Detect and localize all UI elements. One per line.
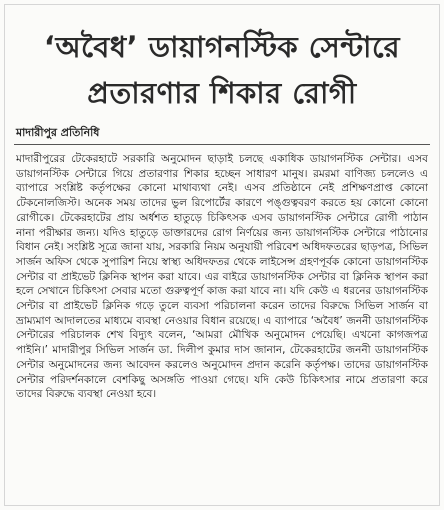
byline: মাদারীপুর প্রতিনিধি	[16, 126, 100, 139]
article-body: মাদারীপুরের টেকেরহাটে সরকারি অনুমোদন ছাড়াই চলছে একাধিক ডায়াগনস্টিক সেন্টার। এসব ডায়াগনস্টিক সেন্টারে গিয়ে প্রতারণার শিকার হচ্ছেন সাধারণ মানুষ। রমরমা বাণিজ্য চললেও এ ব্যাপারে সংশ্লিষ্ট কর্তৃপক্ষের কোনো মাথাব্যথা নেই। এসব প্রতিষ্ঠানে নেই প্রশিক্ষণপ্রাপ্ত কোনো টেকনোলজিস্ট। অনেক সময় তাদের ভুল রিপোর্টের কারণে পঙ্গুত্ববরণ করতে হয় কোনো কোনো রোগীকে। টেকেরহাটের প্রায় অর্ধশত হাতুড়ে চিকিৎসক এসব ডায়াগনস্টিক সেন্টারে রোগী পাঠান নানা পরীক্ষার জন্য। যদিও হাতুড়ে ডাক্তারদের রোগ নির্ণয়ের জন্য ডায়াগনস্টিক সেন্টারে পাঠানোর বিধান নেই। সংশ্লিষ্ট সূত্রে জানা যায়, সরকারি নিয়ম অনুযায়ী পরিবেশ অধিদফতরের ছাড়পত্র, সিভিল সার্জন অফিস থেকে সুপারিশ নিয়ে স্বাস্থ্য অধিদফতর থেকে লাইসেন্স গ্রহণপূর্বক কোনো ডায়াগনস্টিক সেন্টার বা প্রাইভেট ক্লিনিক স্থাপন করা যাবে। এর বাইরে ডায়াগনস্টিক সেন্টার বা ক্লিনিক স্থাপন করা হলে সেখানে চিকিৎসা সেবার মতো গুরুত্বপূর্ণ কাজ করা যাবে না। যদি কেউ এ ধরনের ডায়াগনস্টিক সেন্টার বা প্রাইভেট ক্লিনিক গড়ে তুলে ব্যবসা পরিচালনা করেন তাদের বিরুদ্ধে সিভিল সার্জন বা ভ্রাম্যমাণ আদালতের মাধ্যমে ব্যবস্থা নেওয়ার বিধান রয়েছে। এ ব্যাপারে ‘অবৈধ’ জননী ডায়াগনস্টিক সেন্টারের পরিচালক শেখ বিদ্যুৎ বলেন, ‘আমরা মৌখিক অনুমোদন পেয়েছি। এখনো কাগজপত্র পাইনি।’ মাদারীপুর সিভিল সার্জন ডা. দিলীপ কুমার দাস জানান, টেকেরহাটের জননী ডায়াগনস্টিক সেন্টার অনুমোদনের জন্য আবেদন করলেও অনুমোদন প্রদান করেনি কর্তৃপক্ষ। তাদের ডায়াগনস্টিক সেন্টার পরিদর্শনকালে বেশকিছু অসঙ্গতি পাওয়া গেছে। যদি কেউ চিকিৎসার নামে প্রতারণা করে তাদের বিরুদ্ধে ব্যবস্থা নেওয়া হবে।	[16, 153, 428, 401]
headline-line-2: প্রতারণার শিকার রোগী	[87, 76, 357, 110]
byline-divider	[14, 144, 430, 145]
headline-line-1: ‘অবৈধ’ ডায়াগনস্টিক সেন্টারে	[43, 30, 401, 64]
